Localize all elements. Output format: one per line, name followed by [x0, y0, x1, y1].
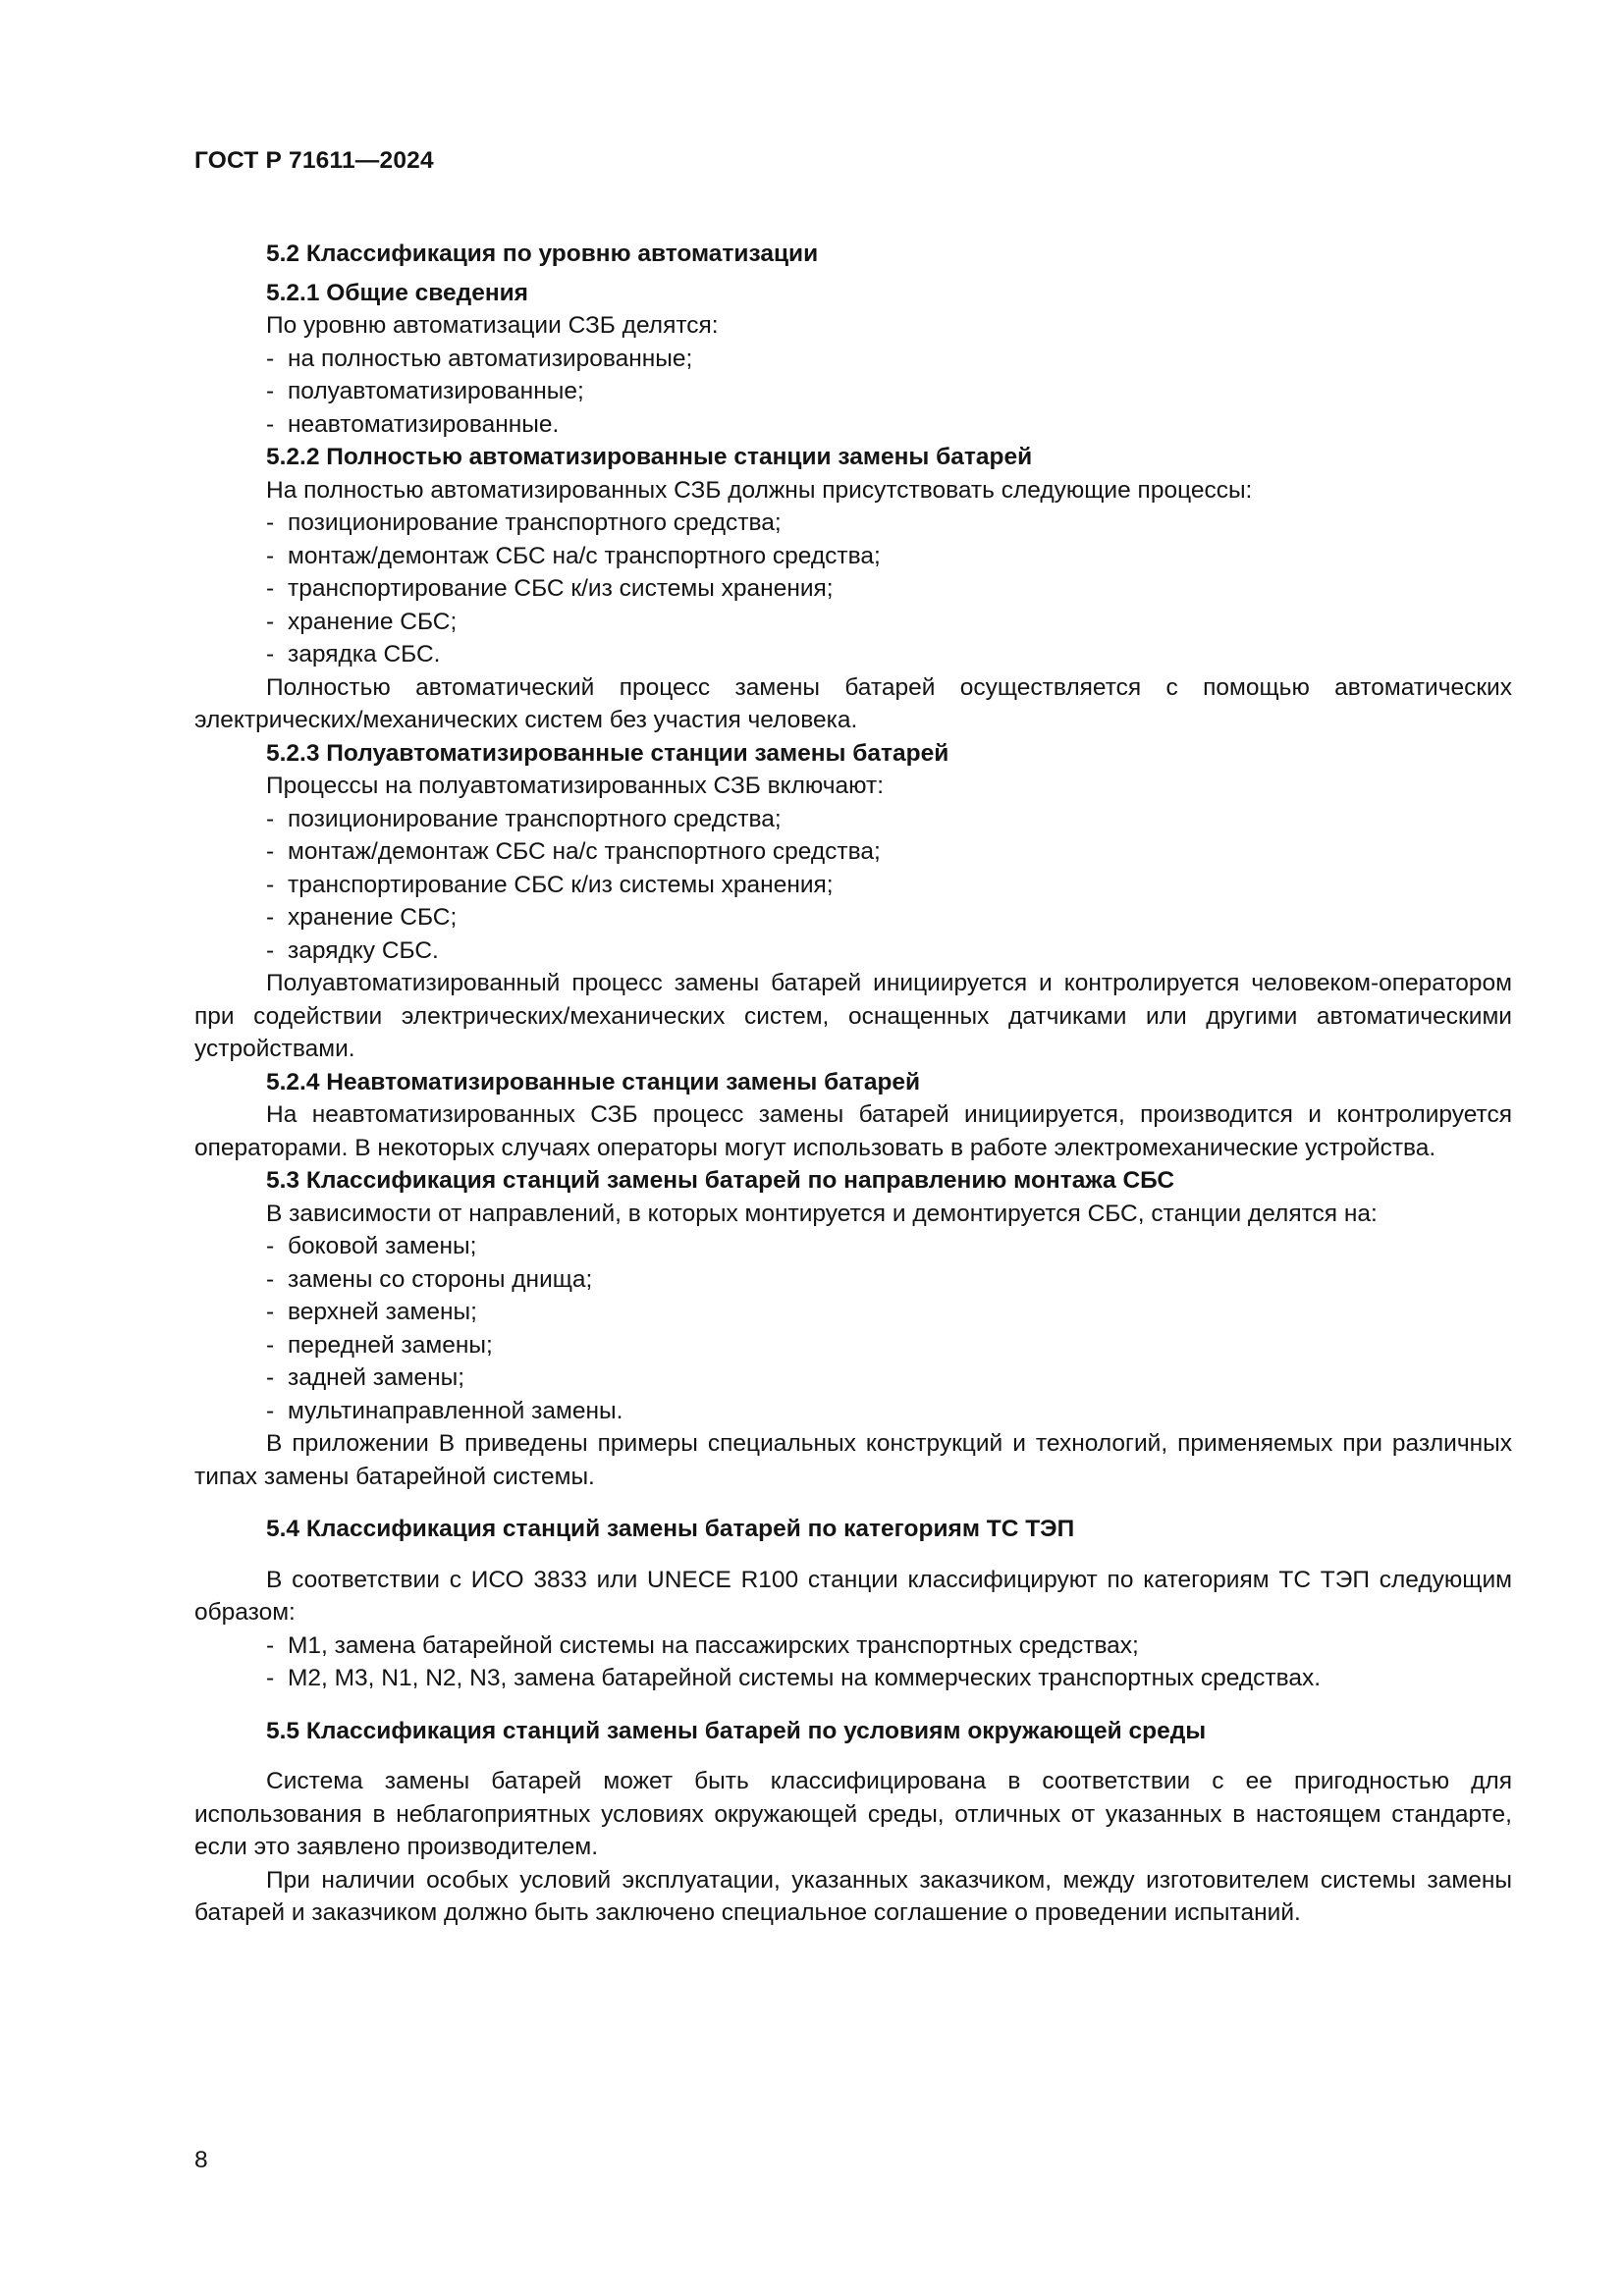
list-item: - хранение СБС;: [266, 904, 458, 931]
list-item: - мультинаправленной замены.: [266, 1397, 623, 1424]
section-5-5-paragraph-2: При наличии особых условий эксплуатации, указанных заказчиком, между изготовителем системы замены батарей и заказчиком должно быть заключено специальное соглашение о проведении испытаний.: [194, 1866, 1512, 1926]
list-item: - боковой замены;: [266, 1233, 477, 1259]
section-5-2-4-paragraph: На неавтоматизированных СЗБ процесс замены батарей инициируется, производится и контролируется операторами. В некоторых случаях операторы могут использовать в работе электромеханические устройства.: [194, 1101, 1512, 1161]
list-item: - на полностью автоматизированные;: [266, 345, 693, 372]
list-item: - задней замены;: [266, 1364, 465, 1391]
list-item: - зарядка СБС.: [266, 641, 441, 667]
section-5-4-title: 5.4 Классификация станций замены батарей по категориям ТС ТЭП: [266, 1516, 1075, 1542]
document-body: [194, 228, 1512, 1930]
section-5-3-paragraph: В приложении В приведены примеры специальных конструкций и технологий, применяемых при различных типах замены батарейной системы.: [194, 1430, 1512, 1490]
section-5-2-1-title: 5.2.1 Общие сведения: [266, 279, 528, 306]
list-item: - транспортирование СБС к/из системы хранения;: [266, 575, 834, 602]
document-header: ГОСТ Р 71611—2024: [194, 147, 434, 174]
list-item: - верхней замены;: [266, 1299, 477, 1325]
section-5-5-title: 5.5 Классификация станций замены батарей по условиям окружающей среды: [266, 1717, 1207, 1744]
list-item: - позиционирование транспортного средства;: [266, 805, 782, 832]
section-5-2-title: 5.2 Классификация по уровню автоматизации: [266, 240, 819, 267]
section-5-2-3-title: 5.2.3 Полуавтоматизированные станции замены батарей: [266, 739, 949, 767]
list-item: - монтаж/демонтаж СБС на/с транспортного средства;: [266, 838, 881, 865]
section-5-5-paragraph-1: Система замены батарей может быть классифицирована в соответствии с ее пригодностью для использования в неблагоприятных условиях окружающей среды, отличных от указанных в настоящем стандарте, если это заявлено производителем.: [194, 1768, 1512, 1860]
section-5-2-4-title: 5.2.4 Неавтоматизированные станции замены батарей: [266, 1068, 921, 1095]
list-item: - транспортирование СБС к/из системы хранения;: [266, 871, 834, 898]
section-5-4-paragraph: В соответствии с ИСО 3833 или UNECE R100 станции классифицируют по категориям ТС ТЭП следующим образом:: [194, 1566, 1512, 1626]
section-5-3-title: 5.3 Классификация станций замены батарей по направлению монтажа СБС: [266, 1167, 1175, 1194]
section-5-2-2-paragraph: Полностью автоматический процесс замены батарей осуществляется с помощью автоматических электрических/механических систем без участия человека.: [194, 673, 1512, 733]
list-item: - зарядку СБС.: [266, 936, 439, 964]
list-item: - полуавтоматизированные;: [266, 378, 584, 404]
list-item: - монтаж/демонтаж СБС на/с транспортного средства;: [266, 542, 881, 569]
list-item: - передней замены;: [266, 1331, 493, 1359]
section-5-2-1-intro: По уровню автоматизации СЗБ делятся:: [266, 312, 719, 339]
list-item: - позиционирование транспортного средства;: [266, 509, 782, 536]
list-item: - неавтоматизированные.: [266, 410, 560, 438]
section-5-2-2-intro: На полностью автоматизированных СЗБ должны присутствовать следующие процессы:: [266, 476, 1253, 504]
list-item: - M2, M3, N1, N2, N3, замена батарейной системы на коммерческих транспортных средствах.: [266, 1665, 1322, 1691]
section-5-2-2-title: 5.2.2 Полностью автоматизированные станции замены батарей: [266, 444, 1033, 470]
section-5-2-3-paragraph: Полуавтоматизированный процесс замены батарей инициируется и контролируется человеком-оператором при содействии электрических/механических систем, оснащенных датчиками или другими автоматическими устройствами.: [194, 970, 1512, 1062]
list-item: - хранение СБС;: [266, 608, 458, 635]
section-5-3-intro: В зависимости от направлений, в которых монтируется и демонтируется СБС, станции делятся на:: [266, 1200, 1378, 1227]
list-item: - замены со стороны днища;: [266, 1265, 593, 1293]
page-number: 8: [194, 2147, 208, 2173]
list-item: - M1, замена батарейной системы на пассажирских транспортных средствах;: [266, 1631, 1139, 1659]
section-5-2-3-intro: Процессы на полуавтоматизированных СЗБ включают:: [266, 773, 885, 799]
